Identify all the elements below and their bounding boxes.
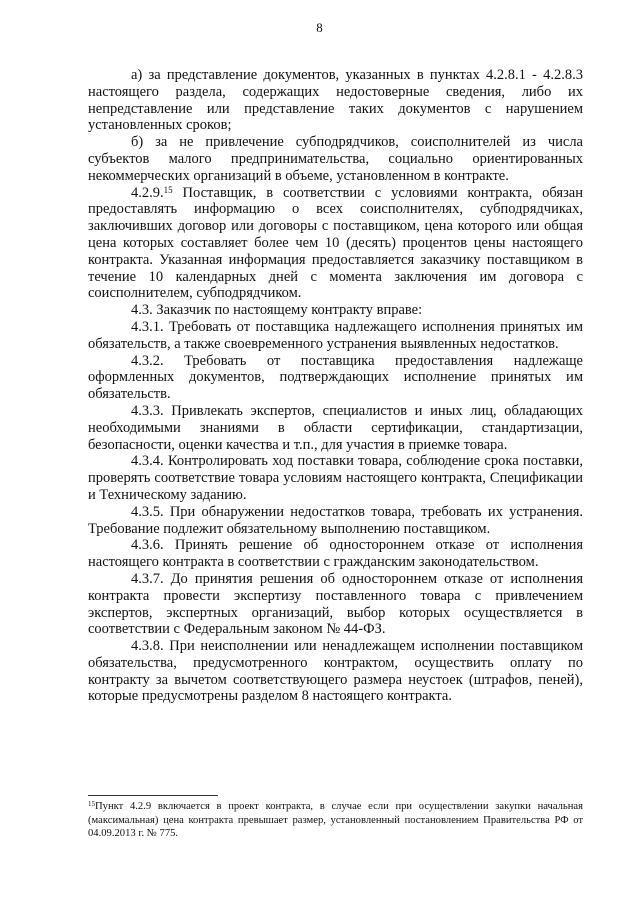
paragraph-text: 4.3.7. До принятия решения об одностороннем отказе от исполнения контракта провести экспертизу поставленного товара с привлечением экспертов, экспертных организаций, выбор которых осуществляется в соответствии с Федеральным законом № 44-ФЗ. [88, 570, 583, 638]
paragraph-4-3 [88, 302, 583, 319]
paragraph-text: б) за не привлечение субподрядчиков, соисполнителей из числа субъектов малого предпринимательства, социально ориентированных некоммерческих организаций в объеме, установленном в контракте. [88, 134, 583, 184]
paragraph-text: а) за представление документов, указанных в пунктах 4.2.8.1 - 4.2.8.3 настоящего раздела, содержащих недостоверные сведения, либо их непредставление или представление таких документов с нарушением установленных сроков; [88, 67, 583, 134]
paragraph-4-3-7 [88, 571, 583, 638]
paragraph-text: 4.3.3. Привлекать экспертов, специалистов и иных лиц, обладающих необходимыми знаниями в области сертификации, стандартизации, безопасности, оценки качества и т.п., для участия в приемке товара. [88, 402, 583, 453]
footnote [88, 800, 583, 841]
paragraph-4-3-1 [88, 319, 583, 353]
paragraph-4-3-4 [88, 453, 583, 503]
document-body [88, 67, 583, 705]
page-number: 8 [316, 20, 323, 35]
paragraph-item-a [88, 67, 583, 134]
paragraph-text: 4.3. Заказчик по настоящему контракту вправе: [131, 302, 423, 319]
paragraph-4-3-5 [88, 504, 583, 538]
paragraph-text: 4.3.4. Контролировать ход поставки товара, соблюдение срока поставки, проверять соответствие товара условиям настоящего контракта, Спецификации и Техническому заданию. [88, 453, 583, 503]
paragraph-text: Поставщик, в соответствии с условиями контракта, обязан предоставлять информацию о всех соисполнителях, субподрядчиках, заключивших договор или договоры с поставщиком, цена которого или общая цена которых составляет более чем 10 (десять) процентов цены настоящего контракта. Указанная информация предоставляется заказчику поставщиком в течение 10 календарных дней с момента заключения им договора с соисполнителем, субподрядчиком. [88, 184, 583, 302]
footnote-separator [88, 795, 218, 796]
paragraph-text: 4.3.5. При обнаружении недостатков товара, требовать их устранения. Требование подлежит обязательному выполнению поставщиком. [88, 503, 583, 537]
paragraph-4-3-3 [88, 403, 583, 453]
paragraph-4-2-9 [88, 185, 583, 303]
footnote-mark: 15 [88, 800, 95, 808]
paragraph-text: 4.3.6. Принять решение об одностороннем отказе от исполнения настоящего контракта в соответствии с гражданским законодательством. [88, 537, 583, 571]
paragraph-text: 4.3.1. Требовать от поставщика надлежащего исполнения принятых им обязательств, а также своевременного устранения выявленных недостатков. [88, 318, 583, 352]
paragraph-text: 4.3.8. При неисполнении или ненадлежащем исполнении поставщиком обязательства, предусмотренного контрактом, осуществить оплату по контракту за вычетом соответствующего размера неустоек (штрафов, пеней), которые предусмотрены разделом 8 настоящего контракта. [88, 638, 583, 705]
paragraph-item-b [88, 134, 583, 184]
paragraph-4-3-2 [88, 353, 583, 403]
clause-number: 4.2.9. [131, 184, 164, 201]
paragraph-text: 4.3.2. Требовать от поставщика предоставления надлежаще оформленных документов, подтверждающих исполнение принятых им обязательств. [88, 352, 583, 403]
paragraph-4-3-6 [88, 537, 583, 571]
footnote-reference[interactable]: 15 [163, 184, 173, 195]
paragraph-4-3-8 [88, 638, 583, 705]
footnote-text: Пункт 4.2.9 включается в проект контракта, в случае если при осуществлении закупки начальная (максимальная) цена контракта превышает размер, установленный постановлением Правительства РФ от 04.09.2013 г. № 775. [88, 801, 583, 840]
